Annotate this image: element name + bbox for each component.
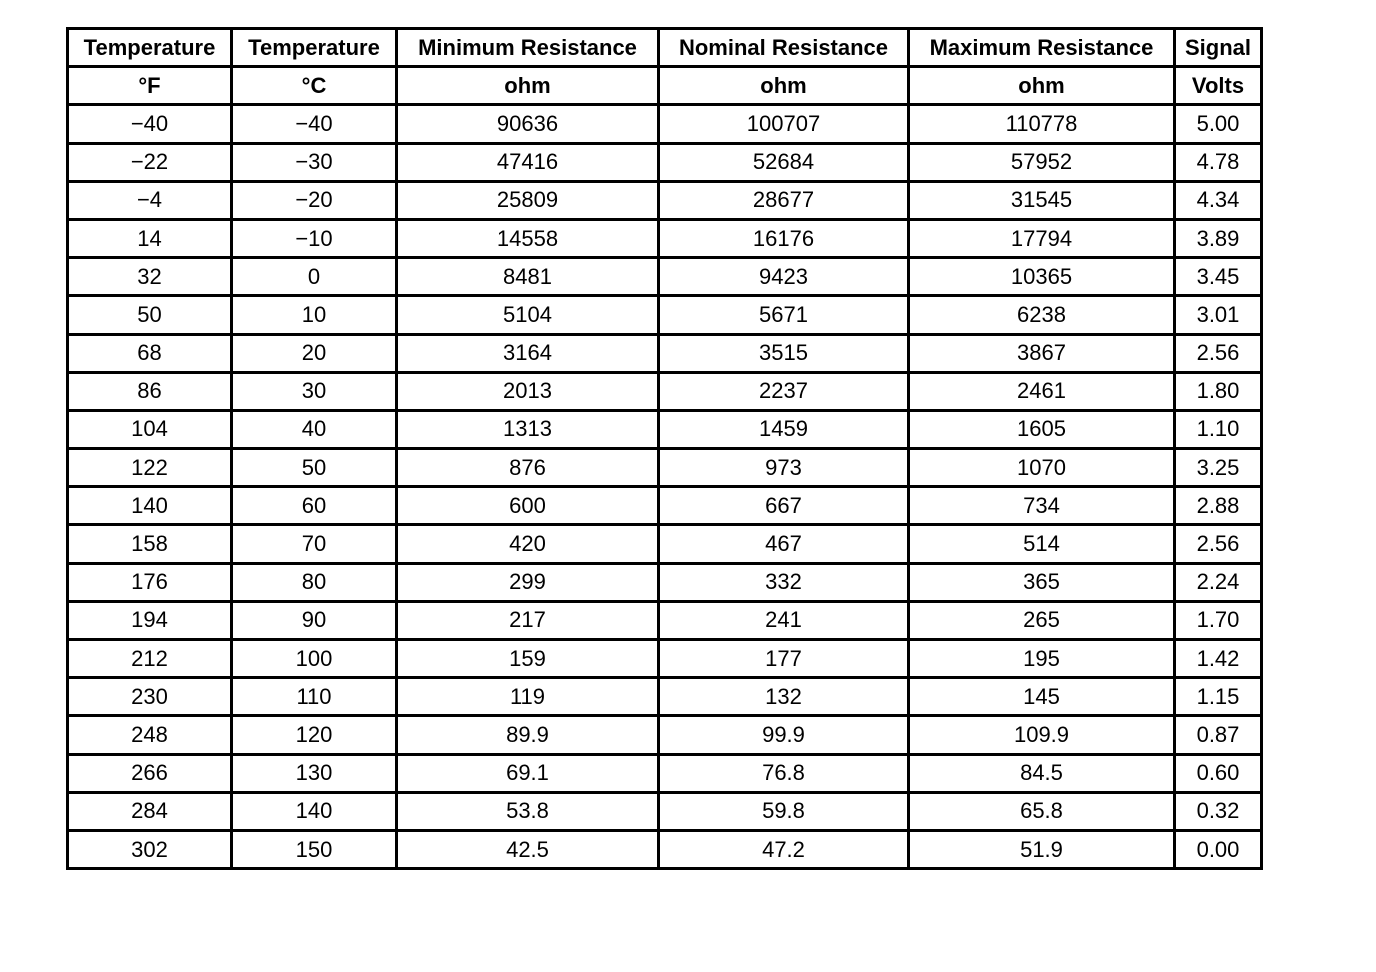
unit-volts: Volts [1175, 67, 1262, 105]
table-row [68, 258, 1262, 296]
table-row [68, 296, 1262, 334]
cell-temp-f: 194 [68, 601, 232, 639]
cell-temp-f: 68 [68, 334, 232, 372]
cell-nom-resistance: 973 [659, 449, 909, 487]
cell-nom-resistance: 132 [659, 678, 909, 716]
table-row [68, 143, 1262, 181]
unit-max-ohm: ohm [909, 67, 1175, 105]
cell-max-resistance: 2461 [909, 372, 1175, 410]
table-row [68, 792, 1262, 830]
cell-signal: 4.78 [1175, 143, 1262, 181]
cell-nom-resistance: 332 [659, 563, 909, 601]
table-row [68, 601, 1262, 639]
cell-signal: 0.60 [1175, 754, 1262, 792]
cell-temp-c: 140 [232, 792, 397, 830]
cell-max-resistance: 514 [909, 525, 1175, 563]
cell-min-resistance: 159 [397, 640, 659, 678]
cell-temp-f: 104 [68, 410, 232, 448]
cell-temp-f: 140 [68, 487, 232, 525]
table-row [68, 487, 1262, 525]
cell-temp-f: 266 [68, 754, 232, 792]
cell-temp-c: −20 [232, 181, 397, 219]
cell-min-resistance: 42.5 [397, 830, 659, 868]
temperature-resistance-table [66, 27, 1263, 870]
unit-fahrenheit: °F [68, 67, 232, 105]
table-row [68, 640, 1262, 678]
cell-min-resistance: 90636 [397, 105, 659, 143]
cell-min-resistance: 53.8 [397, 792, 659, 830]
cell-max-resistance: 65.8 [909, 792, 1175, 830]
cell-nom-resistance: 467 [659, 525, 909, 563]
cell-temp-c: 120 [232, 716, 397, 754]
table-row [68, 372, 1262, 410]
cell-signal: 2.88 [1175, 487, 1262, 525]
cell-min-resistance: 2013 [397, 372, 659, 410]
cell-temp-c: 30 [232, 372, 397, 410]
table-row [68, 678, 1262, 716]
cell-nom-resistance: 28677 [659, 181, 909, 219]
cell-min-resistance: 217 [397, 601, 659, 639]
table-row [68, 563, 1262, 601]
cell-min-resistance: 25809 [397, 181, 659, 219]
cell-temp-f: 86 [68, 372, 232, 410]
cell-signal: 2.24 [1175, 563, 1262, 601]
cell-signal: 0.87 [1175, 716, 1262, 754]
cell-min-resistance: 69.1 [397, 754, 659, 792]
cell-signal: 5.00 [1175, 105, 1262, 143]
cell-temp-f: 50 [68, 296, 232, 334]
unit-celsius: °C [232, 67, 397, 105]
cell-nom-resistance: 241 [659, 601, 909, 639]
cell-nom-resistance: 9423 [659, 258, 909, 296]
cell-max-resistance: 145 [909, 678, 1175, 716]
cell-nom-resistance: 1459 [659, 410, 909, 448]
cell-temp-f: 230 [68, 678, 232, 716]
cell-min-resistance: 600 [397, 487, 659, 525]
table-row [68, 410, 1262, 448]
cell-min-resistance: 14558 [397, 219, 659, 257]
cell-min-resistance: 119 [397, 678, 659, 716]
cell-nom-resistance: 3515 [659, 334, 909, 372]
cell-temp-c: 60 [232, 487, 397, 525]
cell-temp-f: 158 [68, 525, 232, 563]
cell-signal: 0.00 [1175, 830, 1262, 868]
cell-max-resistance: 3867 [909, 334, 1175, 372]
cell-temp-f: 248 [68, 716, 232, 754]
cell-temp-f: 122 [68, 449, 232, 487]
cell-temp-f: 32 [68, 258, 232, 296]
cell-temp-c: 0 [232, 258, 397, 296]
header-row-units [68, 67, 1262, 105]
cell-max-resistance: 10365 [909, 258, 1175, 296]
cell-nom-resistance: 59.8 [659, 792, 909, 830]
cell-temp-c: 100 [232, 640, 397, 678]
cell-temp-c: 90 [232, 601, 397, 639]
header-signal: Signal [1175, 29, 1262, 67]
cell-min-resistance: 8481 [397, 258, 659, 296]
table-row [68, 105, 1262, 143]
cell-min-resistance: 420 [397, 525, 659, 563]
cell-temp-f: −22 [68, 143, 232, 181]
cell-signal: 1.10 [1175, 410, 1262, 448]
header-minimum-resistance: Minimum Resistance [397, 29, 659, 67]
table-header [68, 29, 1262, 105]
cell-temp-c: −10 [232, 219, 397, 257]
cell-max-resistance: 265 [909, 601, 1175, 639]
table-row [68, 449, 1262, 487]
cell-min-resistance: 299 [397, 563, 659, 601]
cell-temp-f: 284 [68, 792, 232, 830]
cell-temp-c: 70 [232, 525, 397, 563]
cell-max-resistance: 84.5 [909, 754, 1175, 792]
cell-min-resistance: 89.9 [397, 716, 659, 754]
cell-temp-c: 40 [232, 410, 397, 448]
cell-max-resistance: 51.9 [909, 830, 1175, 868]
cell-temp-c: 50 [232, 449, 397, 487]
cell-nom-resistance: 76.8 [659, 754, 909, 792]
cell-max-resistance: 195 [909, 640, 1175, 678]
header-temperature-c: Temperature [232, 29, 397, 67]
cell-signal: 1.80 [1175, 372, 1262, 410]
cell-signal: 3.25 [1175, 449, 1262, 487]
header-nominal-resistance: Nominal Resistance [659, 29, 909, 67]
cell-temp-c: 110 [232, 678, 397, 716]
cell-nom-resistance: 177 [659, 640, 909, 678]
table-row [68, 716, 1262, 754]
cell-max-resistance: 1070 [909, 449, 1175, 487]
cell-temp-f: 212 [68, 640, 232, 678]
unit-min-ohm: ohm [397, 67, 659, 105]
cell-min-resistance: 3164 [397, 334, 659, 372]
cell-signal: 3.01 [1175, 296, 1262, 334]
table-row [68, 181, 1262, 219]
cell-temp-f: −4 [68, 181, 232, 219]
cell-signal: 0.32 [1175, 792, 1262, 830]
cell-temp-c: 20 [232, 334, 397, 372]
cell-nom-resistance: 99.9 [659, 716, 909, 754]
header-temperature-f: Temperature [68, 29, 232, 67]
table-row [68, 525, 1262, 563]
cell-temp-c: 80 [232, 563, 397, 601]
cell-temp-c: −30 [232, 143, 397, 181]
cell-max-resistance: 31545 [909, 181, 1175, 219]
cell-nom-resistance: 16176 [659, 219, 909, 257]
cell-temp-f: 176 [68, 563, 232, 601]
cell-temp-c: 130 [232, 754, 397, 792]
cell-signal: 1.70 [1175, 601, 1262, 639]
cell-signal: 2.56 [1175, 334, 1262, 372]
cell-temp-c: 150 [232, 830, 397, 868]
cell-max-resistance: 6238 [909, 296, 1175, 334]
cell-nom-resistance: 2237 [659, 372, 909, 410]
cell-signal: 1.42 [1175, 640, 1262, 678]
cell-min-resistance: 5104 [397, 296, 659, 334]
table-row [68, 334, 1262, 372]
cell-nom-resistance: 100707 [659, 105, 909, 143]
table-row [68, 219, 1262, 257]
cell-max-resistance: 17794 [909, 219, 1175, 257]
cell-temp-f: −40 [68, 105, 232, 143]
cell-nom-resistance: 667 [659, 487, 909, 525]
cell-min-resistance: 876 [397, 449, 659, 487]
cell-min-resistance: 47416 [397, 143, 659, 181]
cell-nom-resistance: 47.2 [659, 830, 909, 868]
cell-temp-f: 302 [68, 830, 232, 868]
cell-signal: 3.45 [1175, 258, 1262, 296]
cell-max-resistance: 109.9 [909, 716, 1175, 754]
cell-nom-resistance: 5671 [659, 296, 909, 334]
cell-temp-c: 10 [232, 296, 397, 334]
cell-max-resistance: 57952 [909, 143, 1175, 181]
cell-nom-resistance: 52684 [659, 143, 909, 181]
cell-signal: 3.89 [1175, 219, 1262, 257]
table-row [68, 754, 1262, 792]
cell-max-resistance: 110778 [909, 105, 1175, 143]
header-row-titles [68, 29, 1262, 67]
cell-temp-f: 14 [68, 219, 232, 257]
cell-min-resistance: 1313 [397, 410, 659, 448]
table-row [68, 830, 1262, 868]
cell-max-resistance: 734 [909, 487, 1175, 525]
cell-signal: 1.15 [1175, 678, 1262, 716]
table-body [68, 105, 1262, 869]
header-maximum-resistance: Maximum Resistance [909, 29, 1175, 67]
cell-signal: 4.34 [1175, 181, 1262, 219]
cell-signal: 2.56 [1175, 525, 1262, 563]
cell-temp-c: −40 [232, 105, 397, 143]
cell-max-resistance: 365 [909, 563, 1175, 601]
unit-nom-ohm: ohm [659, 67, 909, 105]
cell-max-resistance: 1605 [909, 410, 1175, 448]
